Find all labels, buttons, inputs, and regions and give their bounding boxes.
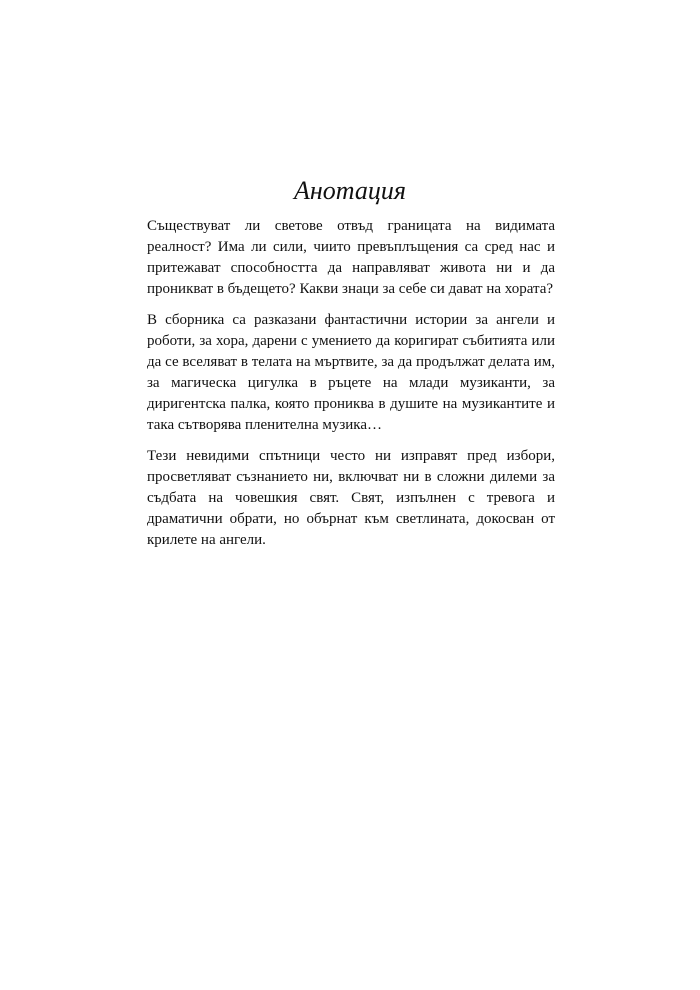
paragraph-2: В сборника са разказани фантастични истории за ангели и роботи, за хора, дарени с умението да коригират събитията или да се вселяват в телата на мъртвите, за да продължат делата им, за магическа цигулка в ръцете на млади музиканти, за диригентска палка, която прониква в душите на музикантите и така сътворява пленителна музика… (147, 312, 555, 433)
paragraph-1: Съществуват ли светове отвъд границата на видимата реалност? Има ли сили, чиито превъплъщения са сред нас и притежават способността да направляват живота ни и да проникват в бъдещето? Какви знаци за себе си дават на хората? (147, 218, 555, 297)
paragraph-3: Тези невидими спътници често ни изправят пред избори, просветляват съзнанието ни, включват ни в сложни дилеми за съдбата на човешкия свят. Свят, изпълнен с тревога и драматични обрати, но обърнат към светлината, докосван от крилете на ангели. (147, 448, 555, 548)
page-title: Анотация (294, 176, 406, 205)
annotation-body (147, 216, 555, 561)
